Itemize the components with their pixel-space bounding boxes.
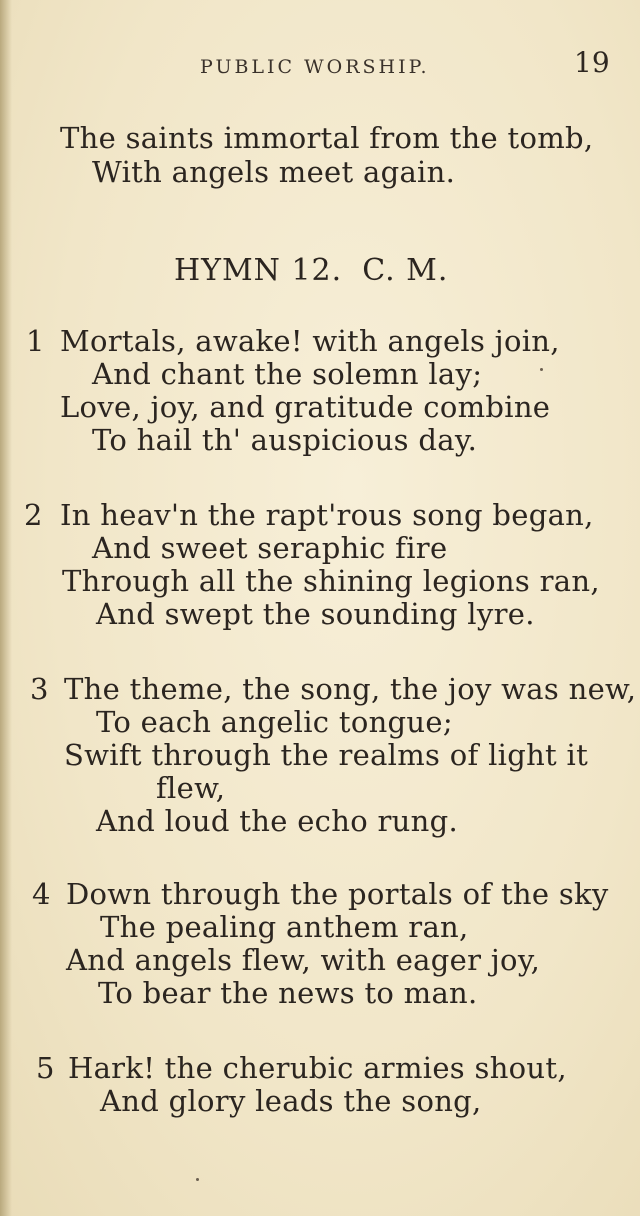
paper-speck [196, 1178, 199, 1181]
stanza-line: flew, [156, 771, 226, 805]
carryover-line: The saints immortal from the tomb, [60, 121, 594, 155]
stanza-line: Hark! the cherubic armies shout, [68, 1051, 567, 1085]
stanza-number: 4 [32, 877, 51, 911]
carryover-line: With angels meet again. [92, 155, 456, 189]
stanza-line: And glory leads the song, [100, 1084, 482, 1118]
hymn-title [174, 253, 468, 288]
stanza-line: The theme, the song, the joy was new, [64, 672, 637, 706]
stanza-line: Swift through the realms of light it [64, 738, 589, 772]
stanza-line: And chant the solemn lay; [92, 357, 483, 391]
stanza-line: Down through the portals of the sky [66, 877, 609, 911]
page-number: 19 [574, 46, 610, 79]
page-edge-shadow [0, 0, 12, 1216]
stanza-number: 3 [30, 672, 49, 706]
stanza-number: 1 [26, 324, 45, 358]
stanza-number: 2 [24, 498, 43, 532]
stanza-line: To hail th' auspicious day. [92, 423, 478, 457]
paper-speck [540, 368, 543, 371]
stanza-number: 5 [36, 1051, 55, 1085]
stanza-line: Mortals, awake! with angels join, [60, 324, 560, 358]
stanza-line: Through all the shining legions ran, [62, 564, 600, 598]
stanza-line: To each angelic tongue; [96, 705, 453, 739]
stanza-line: And angels flew, with eager joy, [66, 943, 541, 977]
stanza-line: And sweet seraphic fire [92, 531, 448, 565]
stanza-line: And swept the sounding lyre. [96, 597, 535, 631]
stanza-line: Love, joy, and gratitude combine [60, 390, 551, 424]
running-head: PUBLIC WORSHIP. [200, 56, 430, 78]
stanza-line: To bear the news to man. [98, 976, 478, 1010]
hymn-label: HYMN 12. [174, 253, 343, 288]
stanza-line: The pealing anthem ran, [100, 910, 469, 944]
stanza-line: And loud the echo rung. [96, 804, 458, 838]
stanza-line: In heav'n the rapt'rous song began, [60, 498, 594, 532]
hymn-meter: C. M. [362, 253, 449, 288]
